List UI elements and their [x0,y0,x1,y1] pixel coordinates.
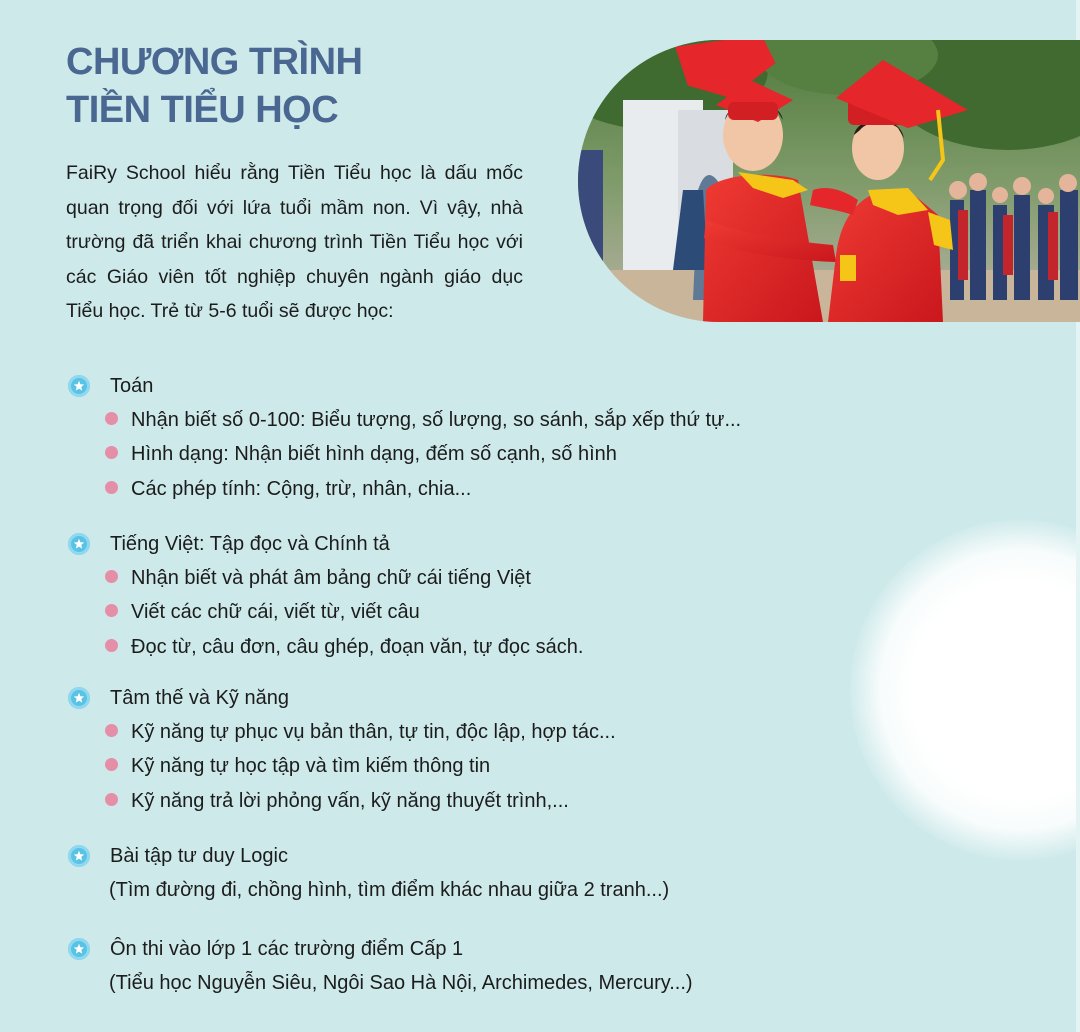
section-entrance-exam [68,932,693,1000]
section-math [68,369,741,507]
section-logic [68,839,669,907]
section-items [68,403,741,507]
bullet-dot [105,412,118,425]
decorative-glow [850,520,1080,860]
section-label: Bài tập tư duy Logic [110,845,288,867]
list-item-text: Kỹ năng tự phục vụ bản thân, tự tin, độc lập, hợp tác... [131,720,616,743]
list-item [105,715,616,750]
section-header [68,369,741,403]
section-header [68,681,616,715]
section-header [68,839,669,873]
bullet-dot [105,446,118,459]
list-item-text: Hình dạng: Nhận biết hình dạng, đếm số cạnh, số hình [131,443,617,466]
star-circle-icon [68,845,90,867]
list-item [105,750,616,785]
bullet-dot [105,793,118,806]
section-header [68,932,693,966]
bullet-dot [105,604,118,617]
section-note: (Tìm đường đi, chồng hình, tìm điểm khác nhau giữa 2 tranh...) [109,879,670,901]
star-circle-icon [68,375,90,397]
section-note: (Tiểu học Nguyễn Siêu, Ngôi Sao Hà Nội, Archimedes, Mercury...) [109,972,693,994]
bullet-dot [105,481,118,494]
list-item-text: Nhận biết số 0-100: Biểu tượng, số lượng, so sánh, sắp xếp thứ tự... [131,408,742,431]
list-item-text: Kỹ năng tự học tập và tìm kiếm thông tin [131,755,491,778]
section-skills [68,681,616,819]
section-items [68,561,583,665]
section-items [68,715,616,819]
list-item-text: Kỹ năng trả lời phỏng vấn, kỹ năng thuyết trình,... [131,789,569,812]
bullet-dot [105,570,118,583]
list-item [105,596,583,631]
bullet-dot [105,758,118,771]
star-circle-icon [68,687,90,709]
section-vietnamese [68,527,583,665]
section-label: Toán [110,375,154,397]
page-title [66,38,362,134]
list-item-text: Đọc từ, câu đơn, câu ghép, đoạn văn, tự đọc sách. [131,635,584,658]
section-label: Ôn thi vào lớp 1 các trường điểm Cấp 1 [110,938,464,960]
list-item [105,630,583,665]
bullet-dot [105,724,118,737]
section-header [68,527,583,561]
title-line-1: CHƯƠNG TRÌNH [66,41,363,83]
list-item [105,472,741,507]
section-label: Tiếng Việt: Tập đọc và Chính tả [110,533,390,555]
title-line-2: TIỀN TIỂU HỌC [66,89,339,131]
list-item [105,784,616,819]
list-item-text: Các phép tính: Cộng, trừ, nhân, chia... [131,477,472,500]
list-item [105,403,741,438]
star-circle-icon [68,533,90,555]
section-label: Tâm thế và Kỹ năng [110,687,289,709]
list-item-text: Nhận biết và phát âm bảng chữ cái tiếng Việt [131,566,531,589]
bullet-dot [105,639,118,652]
graduation-photo [578,40,1080,322]
list-item-text: Viết các chữ cái, viết từ, viết câu [131,601,420,624]
intro-paragraph: FaiRy School hiểu rằng Tiền Tiểu học là dấu mốc quan trọng đối với lứa tuổi mầm non. Vì vậy, nhà trường đã triển khai chương trình Tiền Tiểu học với các Giáo viên tốt nghiệp chuyên ngành giáo dục Tiểu học. Trẻ từ 5-6 tuổi sẽ được học: [66,162,523,322]
list-item [105,561,583,596]
star-circle-icon [68,938,90,960]
list-item [105,438,741,473]
